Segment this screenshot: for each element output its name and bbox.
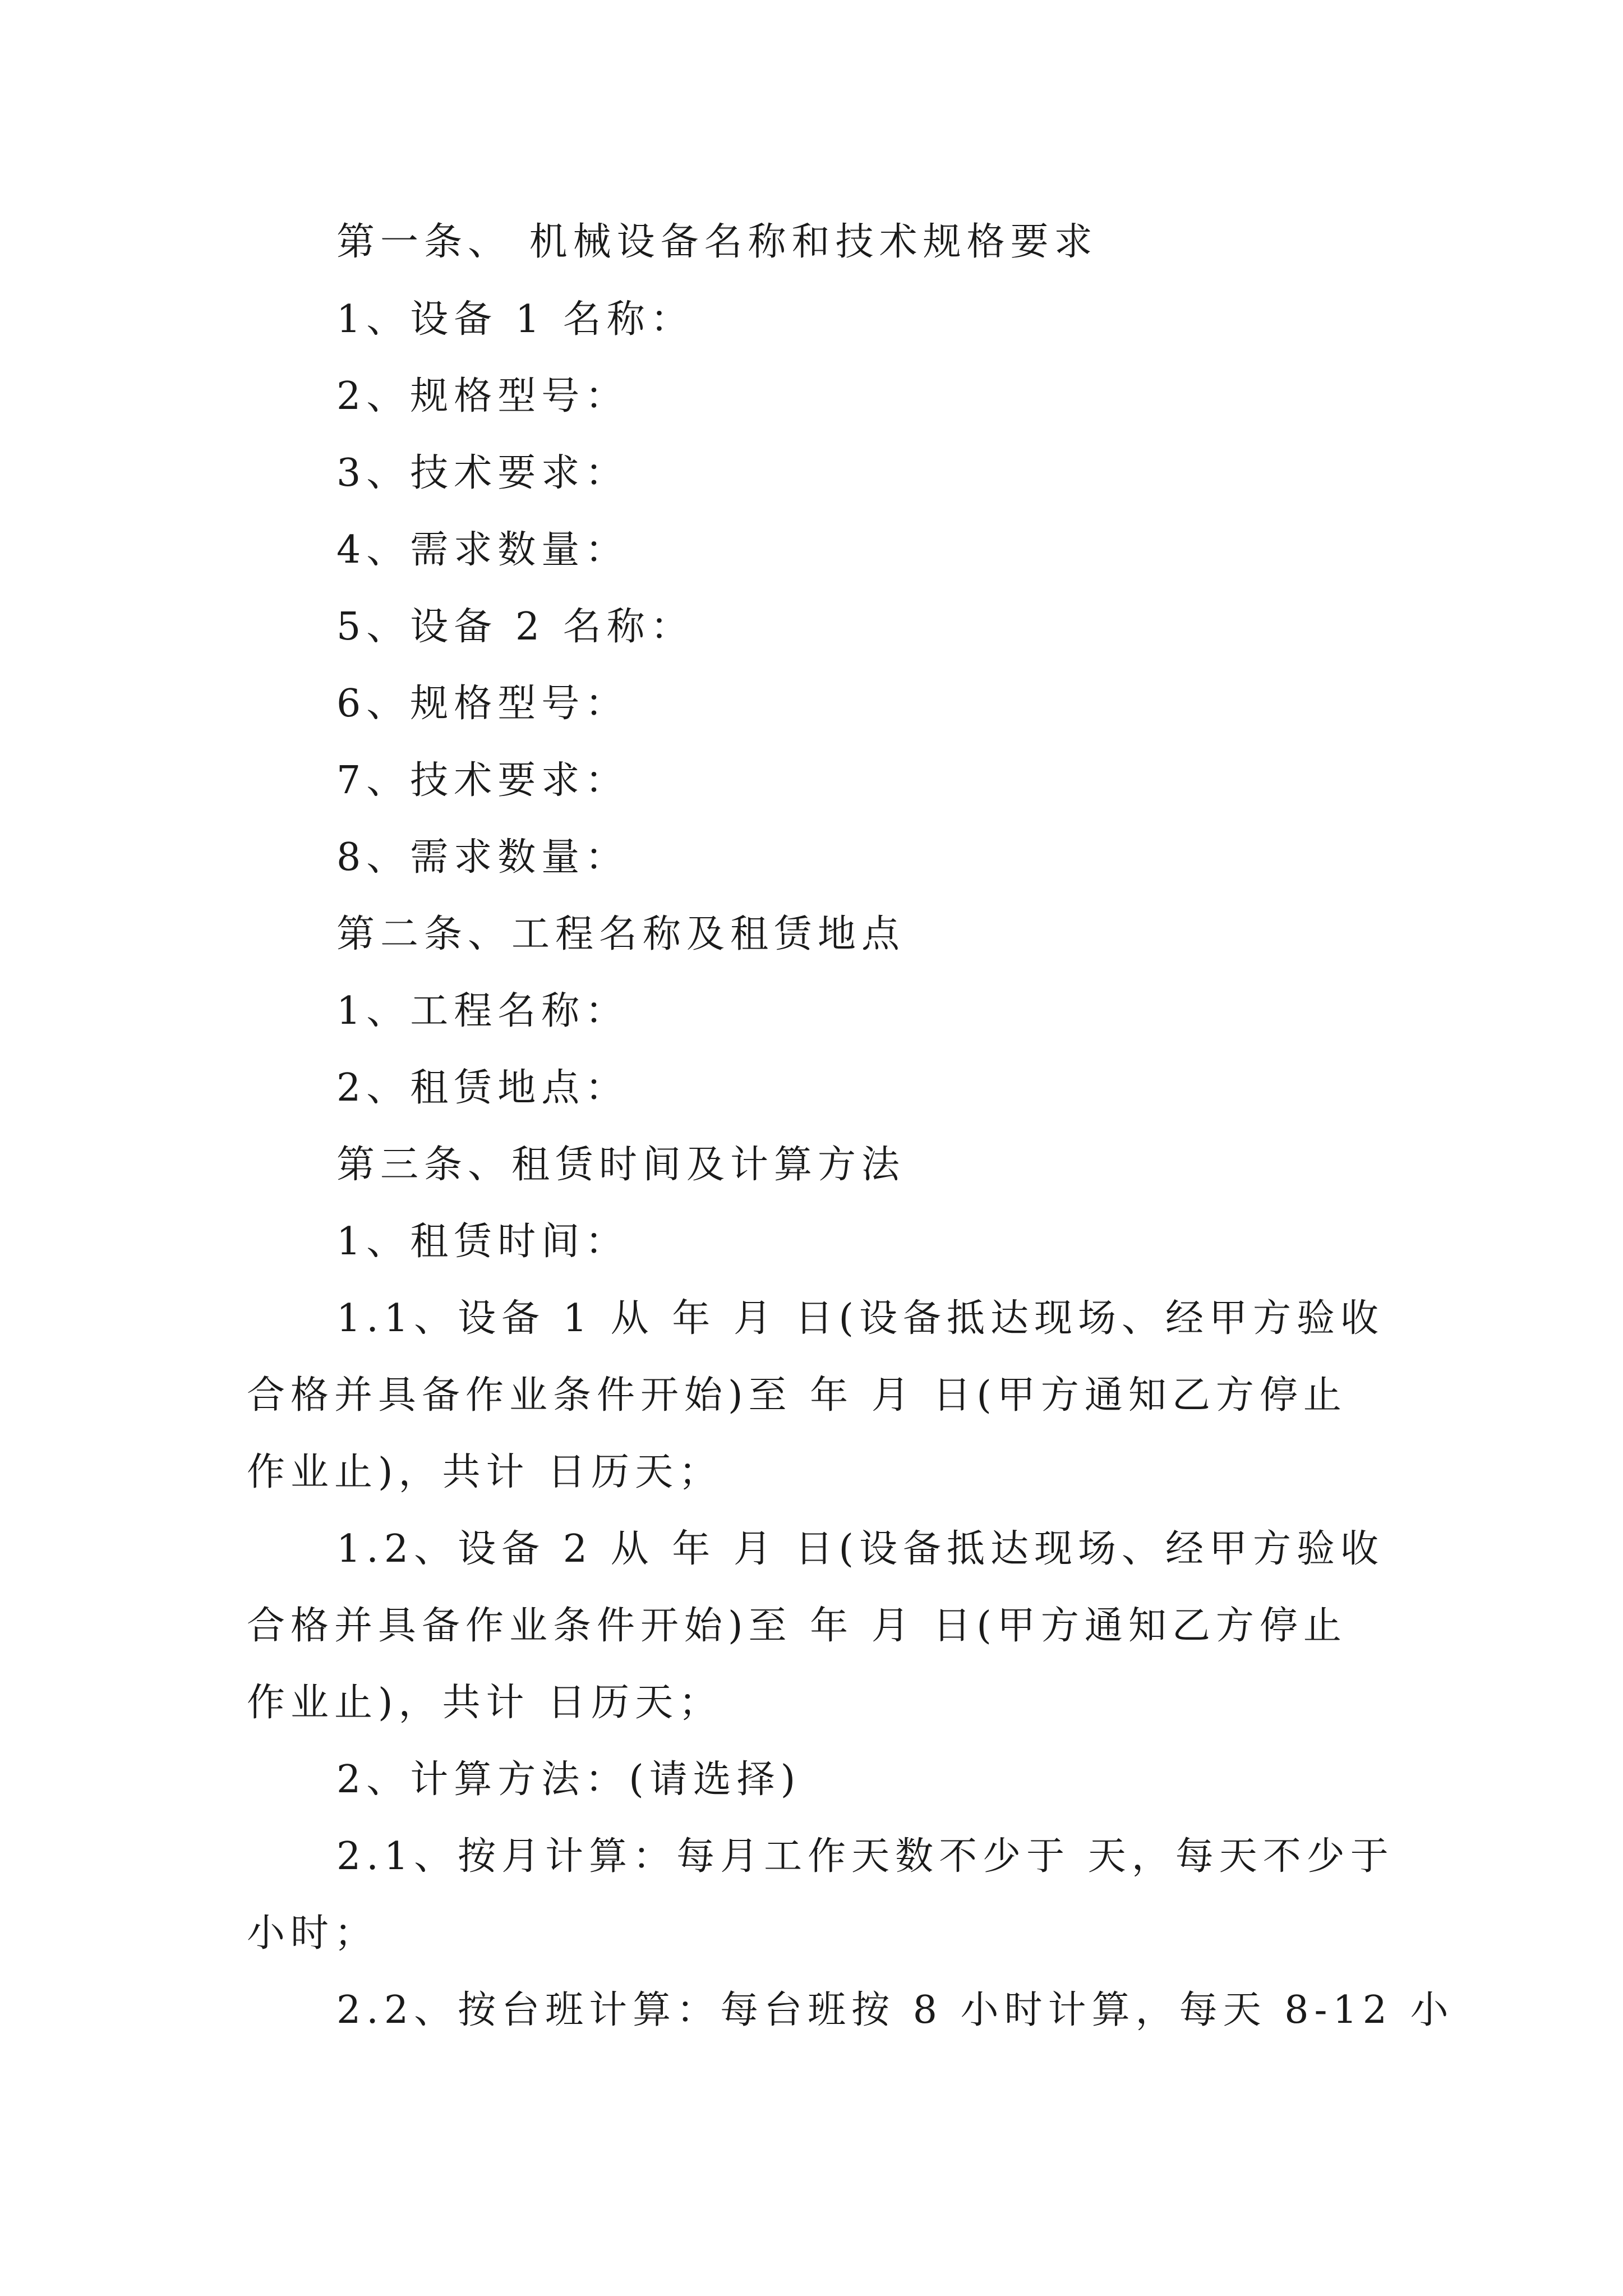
- clause-1-1-line-1: 1.1、设备 1 从 年 月 日(设备抵达现场、经甲方验收: [336, 1296, 1385, 1341]
- clause-1-2-line-1: 1.2、设备 2 从 年 月 日(设备抵达现场、经甲方验收: [336, 1527, 1385, 1571]
- article-1-heading: 第一条、 机械设备名称和技术规格要求: [336, 220, 1098, 264]
- item-quantity-1: 4、需求数量：: [336, 528, 629, 572]
- clause-1-2-line-2: 合格并具备作业条件开始)至 年 月 日(甲方通知乙方停止: [247, 1604, 1347, 1648]
- item-equipment-1-name: 1、设备 1 名称：: [336, 297, 694, 342]
- item-calculation-method: 2、计算方法：(请选择): [336, 1757, 801, 1802]
- clause-2-1-line-1: 2.1、按月计算：每月工作天数不少于 天，每天不少于: [336, 1834, 1394, 1879]
- clause-1-1-line-3: 作业止)，共计 日历天；: [247, 1450, 723, 1494]
- item-spec-model-2: 6、规格型号：: [336, 682, 629, 726]
- item-tech-requirements-1: 3、技术要求：: [336, 451, 629, 495]
- clause-1-1-line-2: 合格并具备作业条件开始)至 年 月 日(甲方通知乙方停止: [247, 1373, 1347, 1418]
- article-2-heading: 第二条、工程名称及租赁地点: [336, 912, 906, 956]
- item-spec-model-1: 2、规格型号：: [336, 374, 629, 418]
- article-3-heading: 第三条、租赁时间及计算方法: [336, 1143, 906, 1187]
- clause-2-2-line-1: 2.2、按台班计算：每台班按 8 小时计算，每天 8-12 小: [336, 1988, 1454, 2032]
- clause-2-1-line-2: 小时；: [247, 1911, 379, 1955]
- item-lease-location: 2、租赁地点：: [336, 1066, 629, 1110]
- item-equipment-2-name: 5、设备 2 名称：: [336, 605, 694, 649]
- item-lease-time: 1、租赁时间：: [336, 1220, 629, 1264]
- item-quantity-2: 8、需求数量：: [336, 835, 629, 880]
- item-tech-requirements-2: 7、技术要求：: [336, 758, 629, 803]
- clause-1-2-line-3: 作业止)，共计 日历天；: [247, 1681, 723, 1725]
- item-project-name: 1、工程名称：: [336, 989, 629, 1033]
